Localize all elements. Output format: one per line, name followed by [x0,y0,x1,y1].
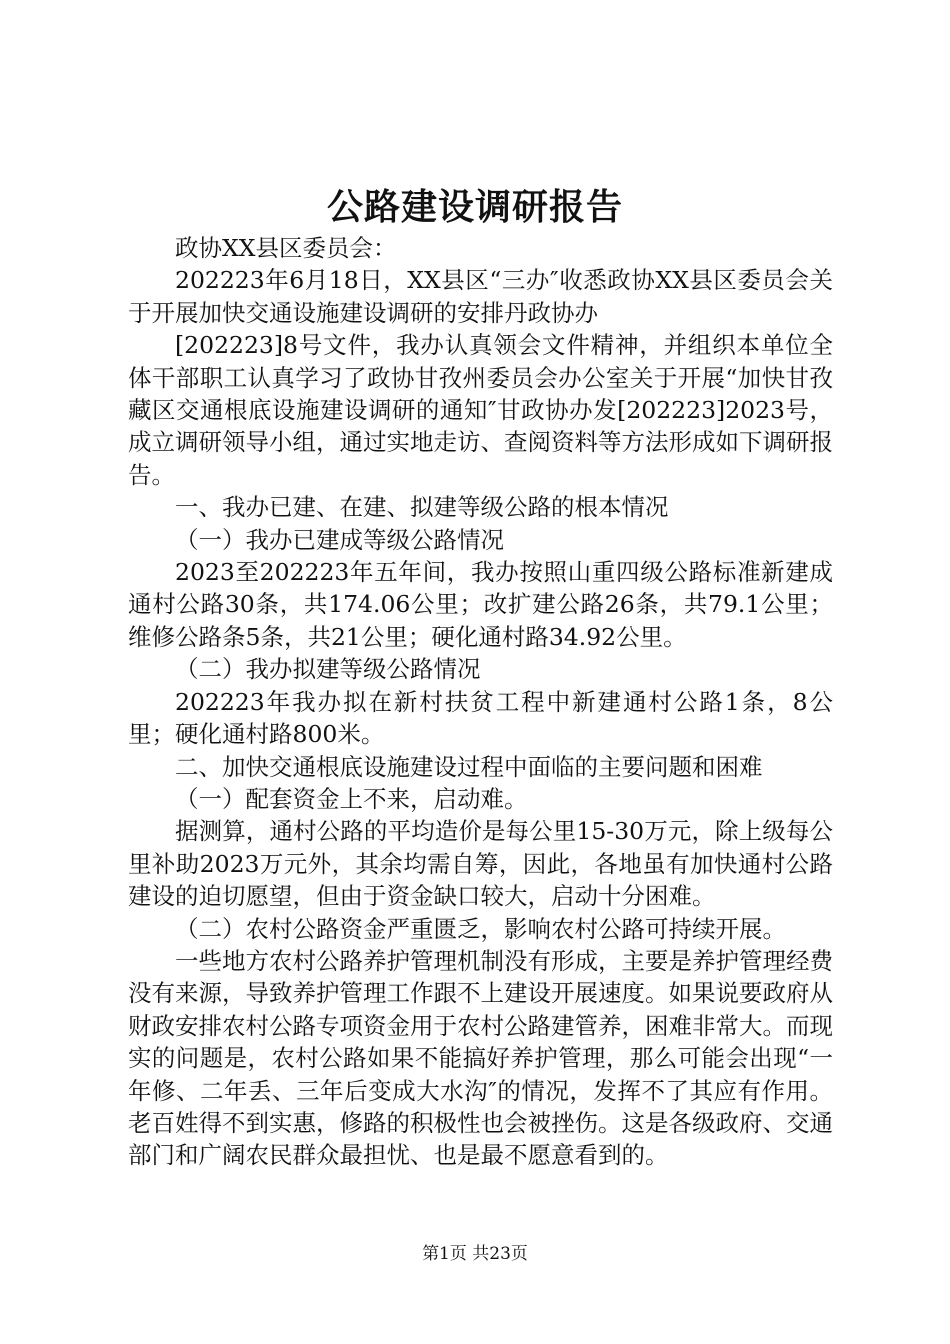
section-heading: 一、我办已建、在建、拟建等级公路的根本情况 [175,493,669,522]
subsection-heading: （二）我办拟建等级公路情况 [175,655,481,684]
paragraph: 202223年我办拟在新村扶贫工程中新建通村公路1条，8公里；硬化通村路800米。 [128,687,833,749]
paragraph: 据测算，通村公路的平均造价是每公里15-30万元，除上级每公里补助2023万元外，其余均需自筹，因此，各地虽有加快通村公路建设的迫切愿望，但由于资金缺口较大，启动十分困难。 [128,817,833,911]
document-body [128,232,833,1172]
paragraph: 2023至202223年五年间，我办按照山重四级公路标准新建成通村公路30条，共174.06公里；改扩建公路26条，共79.1公里；维修公路条5条，共21公里；硬化通村路34.92公里。 [128,558,833,651]
paragraph: 202223年6月18日，XX县区“三办″收悉政协XX县区委员会关于开展加快交通设施建设调研的安排丹政协办 [128,266,833,327]
page-footer: 第1页 共23页 [422,1244,528,1264]
subsection-heading: （一）我办已建成等级公路情况 [175,525,504,554]
subsection-heading: （二）农村公路资金严重匮乏，影响农村公路可持续开展。 [175,914,786,943]
paragraph: 一些地方农村公路养护管理机制没有形成，主要是养护管理经费没有来源，导致养护管理工作跟不上建设开展速度。如果说要政府从财政安排农村公路专项资金用于农村公路建管养，困难非常大。而现实的问题是，农村公路如果不能搞好养护管理，那么可能会出现“一年修、二年丢、三年后变成大水沟″的情况，发挥不了其应有作用。老百姓得不到实惠，修路的积极性也会被挫伤。这是各级政府、交通部门和广阔农民群众最担忧、也是最不愿意看到的。 [128,946,833,1170]
document-title: 公路建设调研报告 [326,186,623,228]
section-heading: 二、加快交通根底设施建设过程中面临的主要问题和困难 [175,752,763,781]
paragraph: [202223]8号文件，我办认真领会文件精神，并组织本单位全体干部职工认真学习了政协甘孜州委员会办公室关于开展“加快甘孜藏区交通根底设施建设调研的通知″甘政协办发[202223]2023号，成立调研领导小组，通过实地走访、查阅资料等方法形成如下调研报告。 [128,331,833,489]
salutation: 政协XX县区委员会： [175,234,397,262]
subsection-heading: （一）配套资金上不来，启动难。 [175,784,528,813]
